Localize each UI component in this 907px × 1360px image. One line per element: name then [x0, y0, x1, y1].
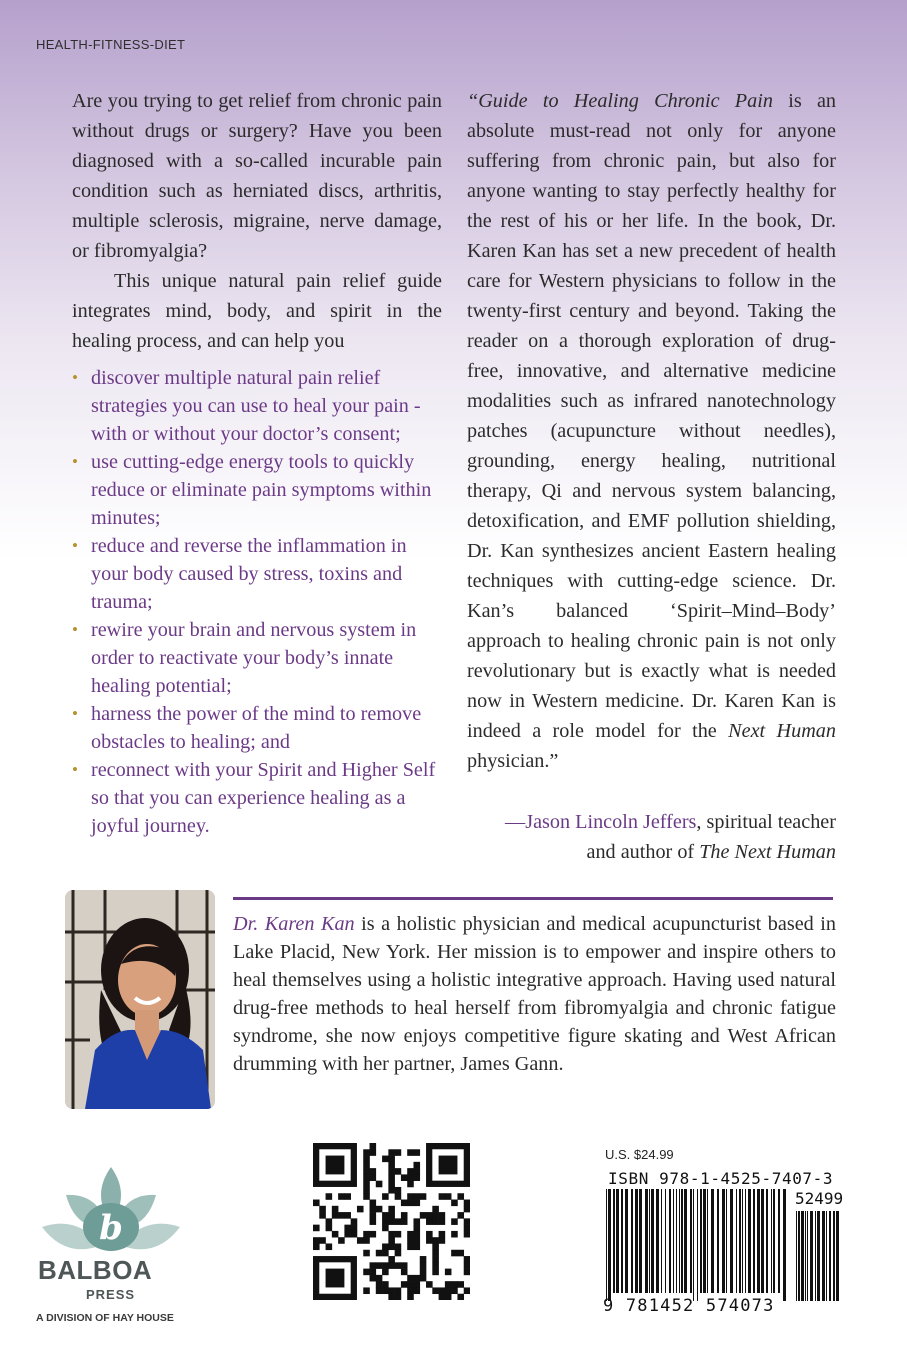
list-item-text: rewire your brain and nervous system in order to reactivate your body’s innate healing potential; — [91, 619, 417, 697]
list-item-text: discover multiple natural pain relief strategies you can use to heal your pain - with or without your doctor’s consent; — [91, 367, 421, 445]
attribution-line-1 — [467, 807, 836, 837]
section-divider — [233, 897, 833, 900]
publisher-sub: PRESS — [86, 1287, 136, 1302]
bullet-icon: • — [72, 704, 78, 723]
intro-paragraph-2: This unique natural pain relief guide integrates mind, body, and spirit in the healing process, and can help you — [72, 270, 442, 352]
quote-end: physician.” — [467, 750, 559, 772]
bullet-icon: • — [72, 452, 78, 471]
quote-italic-phrase: Next Human — [728, 720, 836, 742]
list-item-text: use cutting-edge energy tools to quickly reduce or eliminate pain symptoms within minutes; — [91, 451, 432, 529]
bullet-icon: • — [72, 620, 78, 639]
barcode-number: 9 781452 574073 — [603, 1296, 775, 1316]
attribution-book: The Next Human — [699, 841, 836, 863]
list-item — [72, 532, 444, 616]
author-name: Dr. Karen Kan — [233, 913, 355, 935]
attribution-line-2 — [467, 837, 836, 867]
intro-paragraph-1: Are you trying to get relief from chronic pain without drugs or surgery? Have you been diagnosed with a so-called incurable pain condition such as herniated discs, arthritis, multiple sclerosis, migraine, nerve damage, or fibromyalgia? — [72, 90, 442, 262]
list-item-text: harness the power of the mind to remove obstacles to healing; and — [91, 703, 422, 753]
publisher-name: BALBOA — [38, 1255, 153, 1285]
quote-book-title: “Guide to Healing Chronic Pain — [467, 90, 773, 112]
list-item — [72, 448, 444, 532]
attribution-name: —Jason Lincoln Jeffers — [505, 811, 697, 833]
list-item — [72, 756, 444, 840]
author-bio-text: is a holistic physician and medical acupuncturist based in Lake Placid, New York. Her mission is to empower and inspire others to heal themselves using a holistic integrative approach. Having used natural drug-free methods to heal herself from fibromyalgia and chronic fatigue syndrome, she now enjoys competitive figure skating and West African drumming with her partner, James Gann. — [233, 913, 836, 1075]
list-item — [72, 700, 444, 756]
isbn-label: ISBN 978-1-4525-7407-3 — [608, 1169, 834, 1188]
intro-text — [72, 86, 442, 356]
list-item — [72, 616, 444, 700]
quote-attribution — [467, 807, 836, 867]
bullet-icon: • — [72, 368, 78, 387]
author-photo — [65, 890, 215, 1109]
author-bio — [233, 910, 836, 1078]
category-label: HEALTH-FITNESS-DIET — [36, 37, 186, 52]
benefit-list — [72, 364, 444, 840]
bullet-icon: • — [72, 536, 78, 555]
price-label: U.S. $24.99 — [605, 1147, 674, 1162]
balboa-lotus-logo-icon — [36, 1165, 186, 1335]
publisher-division: A DIVISION OF HAY HOUSE — [36, 1312, 174, 1324]
bullet-icon: • — [72, 760, 78, 779]
logo-letter: b — [99, 1208, 123, 1248]
author-portrait-image — [65, 890, 215, 1109]
endorsement-quote — [467, 86, 836, 776]
attribution-role: , spiritual teacher — [696, 811, 836, 833]
qr-code-icon — [313, 1143, 470, 1300]
attribution-prefix: and author of — [586, 841, 700, 863]
quote-body: is an absolute must-read not only for anyone suffering from chronic pain, but also for anyone wanting to stay perfectly healthy for the rest of his or her life. In the book, Dr. Karen Kan has set a new precedent of health care for Western physicians to follow in the twenty-first century and beyond. Taking the reader on a thorough exploration of drug-free, innovative, and alternative medicine modalities such as infrared nanotechnology patches (acupuncture without needles), grounding, energy healing, nutritional therapy, Qi and nervous system balancing, detoxification, and EMF pollution shielding, Dr. Kan synthesizes ancient Eastern healing techniques with cutting-edge science. Dr. Kan’s balanced ‘Spirit–Mind–Body’ approach to healing chronic pain is not only revolutionary but is exactly what is needed now in Western medicine. Dr. Karen Kan is indeed a role model for the — [467, 90, 836, 742]
list-item — [72, 364, 444, 448]
list-item-text: reduce and reverse the inflammation in your body caused by stress, toxins and trauma; — [91, 535, 407, 613]
barcode-addon: 52499 — [795, 1189, 844, 1208]
quote-paragraph — [467, 86, 836, 776]
list-item-text: reconnect with your Spirit and Higher Self so that you can experience healing as a joyful journey. — [91, 759, 436, 837]
